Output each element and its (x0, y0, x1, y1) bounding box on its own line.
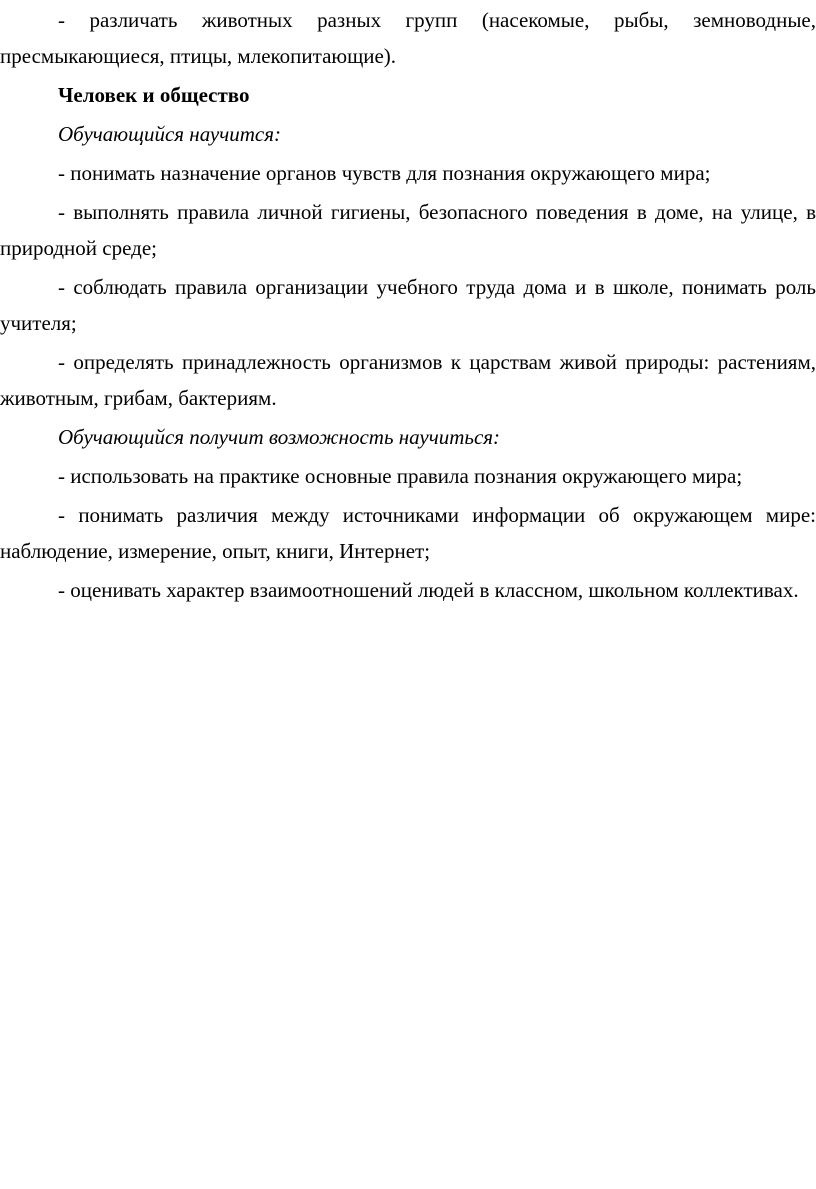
list-item: - оценивать характер взаимоотношений людей в классном, школьном коллективах. (58, 578, 799, 602)
list-item: - соблюдать правила организации учебного труда дома и в школе, понимать роль учителя; (0, 275, 816, 335)
list-item: - понимать назначение органов чувств для познания окружающего мира; (58, 161, 711, 185)
document-body (0, 2, 816, 608)
paragraph-animal-groups: - различать животных разных групп (насекомые, рыбы, земноводные, пресмыкающиеся, птицы, млекопитающие). (0, 8, 816, 68)
section-heading: Человек и общество (58, 83, 250, 107)
subheading-will-learn: Обучающийся научится: (58, 122, 282, 146)
subheading-opportunity: Обучающийся получит возможность научиться: (58, 425, 501, 449)
list-item: - определять принадлежность организмов к царствам живой природы: растениям, животным, грибам, бактериям. (0, 350, 816, 410)
list-item: - использовать на практике основные правила познания окружающего мира; (58, 464, 743, 488)
list-item: - понимать различия между источниками информации об окружающем мире: наблюдение, измерение, опыт, книги, Интернет; (0, 503, 816, 563)
list-item: - выполнять правила личной гигиены, безопасного поведения в доме, на улице, в природной среде; (0, 200, 816, 260)
